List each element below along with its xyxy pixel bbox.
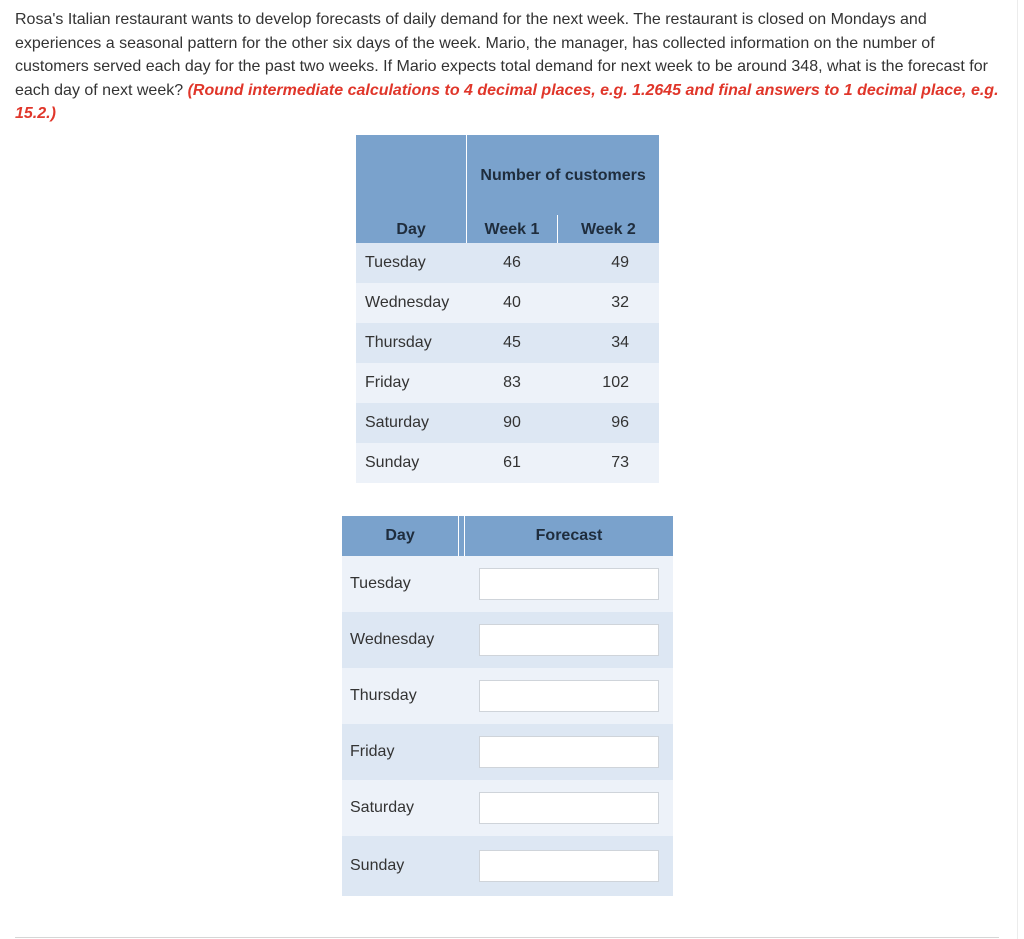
forecast-input-saturday[interactable] [479, 792, 659, 824]
col-header-day: Day [356, 215, 467, 243]
week1-cell: 45 [503, 334, 521, 351]
table-row [356, 403, 659, 443]
forecast-input-friday[interactable] [479, 736, 659, 768]
data-table-column-header-row [356, 215, 659, 243]
number-of-customers-header: Number of customers [480, 166, 646, 184]
day-cell: Friday [365, 374, 410, 391]
forecast-day-cell: Saturday [350, 799, 415, 816]
forecast-row [342, 668, 673, 724]
forecast-day-cell: Friday [350, 743, 395, 760]
week1-cell: 40 [503, 294, 521, 311]
table-row [356, 243, 659, 283]
forecast-row [342, 612, 673, 668]
forecast-input-wednesday[interactable] [479, 624, 659, 656]
forecast-input-tuesday[interactable] [479, 568, 659, 600]
forecast-row [342, 836, 673, 896]
week2-cell: 49 [611, 254, 629, 271]
forecast-input-cell [464, 780, 673, 836]
header-blank-cell [356, 135, 467, 215]
day-cell: Saturday [365, 414, 430, 431]
week2-cell: 96 [611, 414, 629, 431]
table-row [356, 323, 659, 363]
forecast-table [342, 516, 673, 896]
question-text-block [15, 8, 1005, 126]
day-cell: Thursday [365, 334, 432, 351]
table-row [356, 363, 659, 403]
bottom-divider [15, 937, 999, 938]
forecast-input-cell [464, 612, 673, 668]
question-body: Rosa's Italian restaurant wants to develop forecasts of daily demand for the next week. The restaurant is closed on Mondays and experiences a seasonal pattern for the other six days of the week. Mario, the manager, has collected information on the number of customers served each day for the past two weeks. If Mario expects total demand for next week to be around 348, what is the forecast for each day of next week? [15, 11, 988, 99]
forecast-row [342, 556, 673, 612]
data-table-group-header-row [356, 135, 659, 215]
week1-cell: 61 [503, 454, 521, 471]
forecast-header-row [342, 516, 673, 556]
right-edge-divider [1017, 0, 1018, 939]
forecast-col-header-forecast: Forecast [464, 516, 673, 556]
rounding-hint: (Round intermediate calculations to 4 decimal places, e.g. 1.2645 and final answers to 1 decimal place, e.g. 15.2.) [15, 81, 999, 122]
week1-cell: 46 [503, 254, 521, 271]
week1-cell: 83 [503, 374, 521, 391]
forecast-row [342, 780, 673, 836]
forecast-input-thursday[interactable] [479, 680, 659, 712]
day-cell: Sunday [365, 454, 420, 471]
table-row [356, 443, 659, 483]
forecast-col-header-day: Day [342, 516, 459, 556]
customers-data-table [356, 135, 659, 483]
forecast-input-cell [464, 556, 673, 612]
forecast-input-sunday[interactable] [479, 850, 659, 882]
week1-cell: 90 [503, 414, 521, 431]
forecast-row [342, 724, 673, 780]
week2-cell: 73 [611, 454, 629, 471]
forecast-input-cell [464, 836, 673, 896]
day-cell: Tuesday [365, 254, 426, 271]
week2-cell: 32 [611, 294, 629, 311]
forecast-input-cell [464, 724, 673, 780]
week2-cell: 102 [602, 374, 629, 391]
forecast-day-cell: Thursday [350, 687, 417, 704]
table-row [356, 283, 659, 323]
week2-cell: 34 [611, 334, 629, 351]
col-header-week2: Week 2 [580, 221, 636, 238]
forecast-day-cell: Sunday [350, 857, 405, 874]
forecast-day-cell: Wednesday [350, 631, 435, 648]
col-header-week1: Week 1 [467, 215, 558, 243]
day-cell: Wednesday [365, 294, 450, 311]
forecast-day-cell: Tuesday [350, 575, 411, 592]
forecast-input-cell [464, 668, 673, 724]
